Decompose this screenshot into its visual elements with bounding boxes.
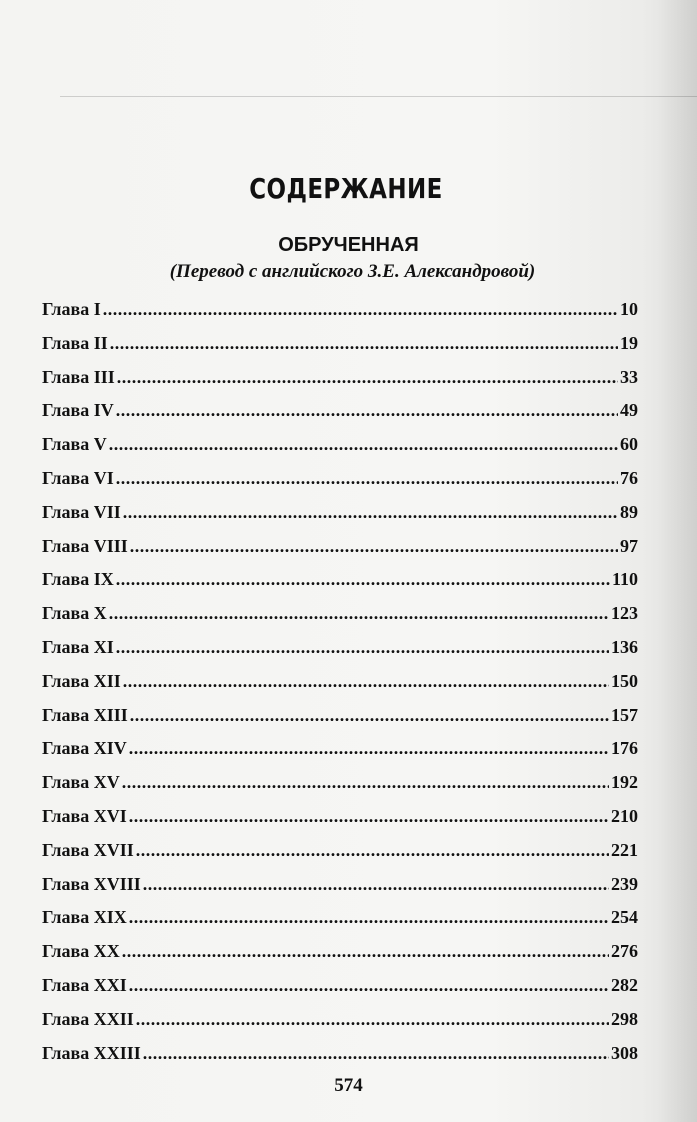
toc-entry-page: 76 xyxy=(620,467,638,488)
toc-leader-dots xyxy=(110,327,618,361)
toc-entry xyxy=(42,428,638,462)
toc-entry xyxy=(42,462,638,496)
toc-entry xyxy=(42,834,638,868)
toc-entry-page: 60 xyxy=(620,434,638,455)
toc-entry xyxy=(42,1037,638,1071)
toc-entry-label: Глава XIII xyxy=(42,704,128,725)
toc-leader-dots xyxy=(123,665,609,699)
toc-entry xyxy=(42,327,638,361)
toc-entry xyxy=(42,901,638,935)
toc-entry-label: Глава VIII xyxy=(42,535,128,556)
toc-entry-label: Глава XI xyxy=(42,636,114,657)
toc-entry-page: 282 xyxy=(611,974,638,995)
toc-entry-label: Глава XXI xyxy=(42,974,127,995)
toc-entry xyxy=(42,1003,638,1037)
toc-leader-dots xyxy=(122,766,609,800)
bleed-through-rule xyxy=(60,96,697,97)
toc-entry-label: Глава I xyxy=(42,299,101,319)
toc-entry-label: Глава XX xyxy=(42,941,120,962)
toc-entry xyxy=(42,665,638,699)
toc-entry-page: 308 xyxy=(611,1042,638,1063)
toc-entry-page: 221 xyxy=(611,839,638,860)
toc-entry-label: Глава V xyxy=(42,434,107,455)
translator-note: (Перевод с английского З.Е. Александровой) xyxy=(169,261,536,282)
toc-leader-dots xyxy=(129,800,609,834)
toc-entry xyxy=(42,563,638,597)
toc-entry-page: 49 xyxy=(620,400,638,421)
toc-entry-page: 19 xyxy=(620,332,638,353)
toc-entry xyxy=(42,732,638,766)
toc-entry xyxy=(42,394,638,428)
toc-leader-dots xyxy=(123,496,618,530)
toc-entry-label: Глава XVII xyxy=(42,839,134,860)
toc-leader-dots xyxy=(116,563,610,597)
toc-leader-dots xyxy=(129,732,609,766)
toc-leader-dots xyxy=(103,293,618,327)
toc-entry xyxy=(42,800,638,834)
toc-entry-label: Глава IV xyxy=(42,400,114,421)
toc-entry-page: 89 xyxy=(620,501,638,522)
toc-entry xyxy=(42,969,638,1003)
table-of-contents xyxy=(42,293,638,1070)
toc-entry xyxy=(42,530,638,564)
toc-entry-label: Глава XXIII xyxy=(42,1042,141,1063)
toc-entry-label: Глава VII xyxy=(42,501,121,522)
toc-entry-page: 136 xyxy=(611,636,638,657)
toc-entry-label: Глава VI xyxy=(42,467,114,488)
toc-entry-label: Глава II xyxy=(42,332,108,353)
page-curl-shadow xyxy=(657,0,697,1122)
toc-leader-dots xyxy=(129,901,609,935)
toc-entry-page: 298 xyxy=(611,1008,638,1029)
toc-leader-dots xyxy=(129,969,609,1003)
toc-entry xyxy=(42,293,638,327)
toc-leader-dots xyxy=(136,834,609,868)
toc-entry xyxy=(42,868,638,902)
toc-entry-page: 97 xyxy=(620,535,638,556)
toc-entry xyxy=(42,935,638,969)
toc-leader-dots xyxy=(109,428,618,462)
toc-entry-page: 176 xyxy=(611,738,638,759)
toc-leader-dots xyxy=(116,631,609,665)
toc-entry xyxy=(42,496,638,530)
toc-entry-page: 239 xyxy=(611,873,638,894)
section-title: ОБРУЧЕННАЯ xyxy=(278,234,419,256)
toc-entry xyxy=(42,631,638,665)
toc-leader-dots xyxy=(116,462,618,496)
toc-entry-label: Глава XVI xyxy=(42,805,127,826)
toc-entry xyxy=(42,699,638,733)
toc-entry-page: 210 xyxy=(611,805,638,826)
toc-leader-dots xyxy=(117,361,618,395)
toc-entry-label: Глава IX xyxy=(42,569,114,590)
page-number: 574 xyxy=(334,1075,363,1096)
toc-leader-dots xyxy=(109,597,609,631)
toc-entry-label: Глава XIX xyxy=(42,907,127,928)
toc-entry xyxy=(42,766,638,800)
toc-entry-label: Глава III xyxy=(42,366,115,387)
toc-leader-dots xyxy=(143,868,609,902)
contents-title: СОДЕРЖАНИЕ xyxy=(249,172,443,205)
toc-entry-page: 254 xyxy=(611,907,638,928)
toc-entry-page: 10 xyxy=(620,299,638,319)
toc-entry-label: Глава XVIII xyxy=(42,873,141,894)
toc-entry xyxy=(42,597,638,631)
toc-leader-dots xyxy=(122,935,609,969)
toc-entry xyxy=(42,361,638,395)
toc-entry-page: 150 xyxy=(611,670,638,691)
toc-entry-page: 33 xyxy=(620,366,638,387)
toc-entry-page: 123 xyxy=(611,603,638,624)
toc-leader-dots xyxy=(116,394,618,428)
toc-entry-page: 276 xyxy=(611,941,638,962)
toc-leader-dots xyxy=(130,530,618,564)
toc-entry-label: Глава XII xyxy=(42,670,121,691)
toc-entry-label: Глава XV xyxy=(42,772,120,793)
toc-entry-page: 110 xyxy=(611,569,638,590)
toc-entry-label: Глава XIV xyxy=(42,738,127,759)
toc-leader-dots xyxy=(136,1003,609,1037)
toc-entry-label: Глава X xyxy=(42,603,107,624)
toc-entry-label: Глава XXII xyxy=(42,1008,134,1029)
toc-leader-dots xyxy=(143,1037,609,1071)
toc-entry-page: 192 xyxy=(611,772,638,793)
toc-leader-dots xyxy=(130,699,609,733)
toc-entry-page: 157 xyxy=(611,704,638,725)
